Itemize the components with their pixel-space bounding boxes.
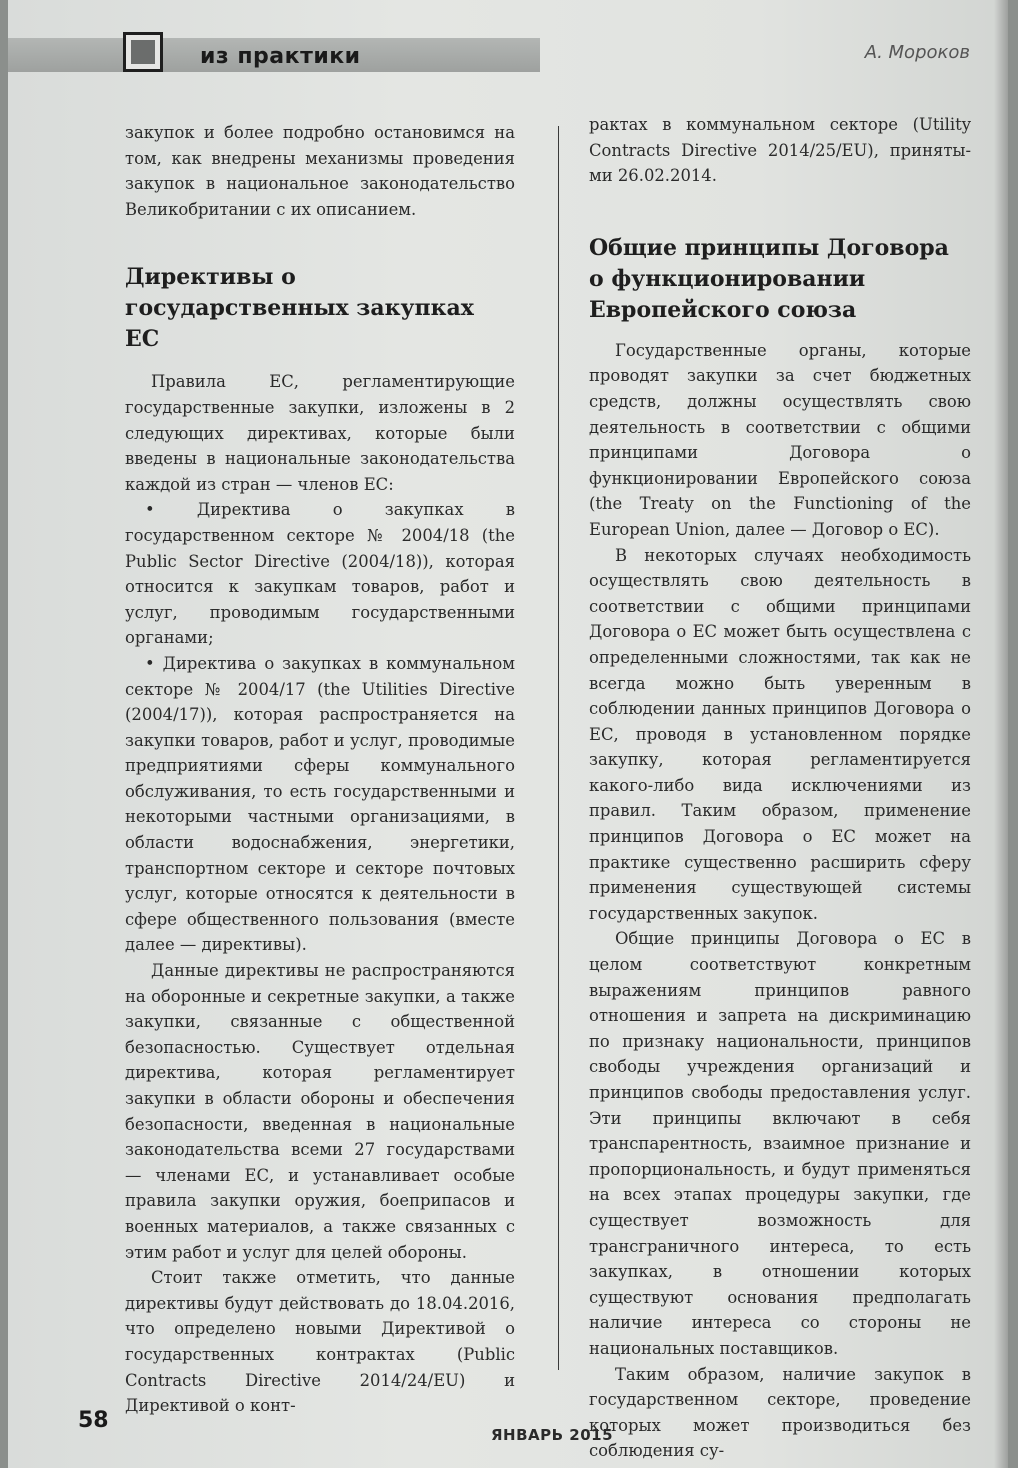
left-column [125,120,515,1419]
right-paragraph-3: Общие принципы Договора о ЕС в целом соответствуют конкретным выражениям принципов равного отношения и запрета на дискриминацию по признаку национальности, принципов свободы учреждения организаций и принципов свободы предоставления услуг. Эти принципы включают в себя транспарентность, взаимное признание и пропорциональность, и будут применяться на всех этапах процедуры закупки, где существует возможность для трансграничного интереса, то есть закупках, в отношении которых существуют основания предполагать наличие интереса со стороны не национальных поставщиков. [589,929,971,1358]
left-intro-paragraph: закупок и более подробно остановимся на том, как внедрены механизмы проведения закупок в национальное законодательство Великобритании с их описанием. [125,123,515,219]
left-bullet-1: • Директива о закупках в государственном секторе № 2004/18 (the Public Sector Directive (2004/18)), которая относится к закупкам товаров, работ и услуг, проводимым государственными органами; [125,500,515,648]
right-continuation-paragraph: рактах в коммунальном секторе (Utility Contracts Directive 2014/25/EU), приняты-ми 26.02.2014. [589,115,971,186]
right-column [589,112,971,1464]
right-heading: Общие принципы Договора о функционировании Европейского союза [589,234,949,323]
left-paragraph-2: Данные директивы не распространяются на оборонные и секретные закупки, а также закупки, связанные с общественной безопасностью. Существует отдельная директива, которая регламентирует закупки в области обороны и обеспечения безопасности, введенная в национальные законодательства всеми 27 государствами — членами ЕС, и устанавливает особые правила закупки оружия, боеприпасов и военных материалов, а также связанных с этим работ и услуг для целей обороны. [125,961,515,1262]
right-paragraph-4: Таким образом, наличие закупок в государственном секторе, проведение которых может производиться без соблюдения су- [589,1364,971,1461]
right-paragraph-1: Государственные органы, которые проводят закупки за счет бюджетных средств, должны осуществлять свою деятельность в соответствии с общими принципами Договора о функционировании Европейского союза (the Treaty on the Functioning of the European Union, далее — Договор о ЕС). [589,340,971,539]
author-name: А. Мороков [864,42,970,63]
column-divider [558,126,559,1370]
issue-date: ЯНВАРЬ 2015 [491,1426,614,1444]
left-paragraph-1: Правила ЕС, регламентирующие государственные закупки, изложены в 2 следующих директивах, которые были введены в национальные законодательства каждой из стран — членов ЕС: [125,372,515,494]
page-number: 58 [78,1408,109,1433]
left-bullet-2: • Директива о закупках в коммунальном секторе № 2004/17 (the Utilities Directive (2004/17)), которая распространяется на закупки товаров, работ и услуг, проводимые предприятиями сферы коммунального обслуживания, то есть государственными и некоторыми частными организациями, в области водоснабжения, энергетики, транспортном секторе и секторе почтовых услуг, которые относятся к деятельности в сфере общественного пользования (вместе далее — директивы). [125,653,515,955]
page-edge-shadow [994,0,1008,1468]
magazine-page [8,0,1008,1468]
left-heading: Директивы о государственных закупках ЕС [125,264,474,353]
section-square-icon [123,32,163,72]
right-paragraph-2: В некоторых случаях необходимость осуществлять свою деятельность в соответствии с общими принципами Договора о ЕС может быть осуществлена с определенными сложностями, так как не всегда можно быть уверенным в соблюдении данных принципов Договора о ЕС, проводя в установленном порядке закупку, которая регламентируется какого-либо вида исключениями из правил. Таким образом, применение принципов Договора о ЕС может на практике существенно расширить сферу применения существующей системы государственных закупок. [589,545,971,923]
section-title: из практики [200,44,361,69]
left-paragraph-3: Стоит также отметить, что данные директивы будут действовать до 18.04.2016, что определено новыми Директивой о государственных контрактах (Public Contracts Directive 2014/24/EU) и Директивой о конт- [125,1268,515,1416]
section-square-inner [131,40,155,64]
